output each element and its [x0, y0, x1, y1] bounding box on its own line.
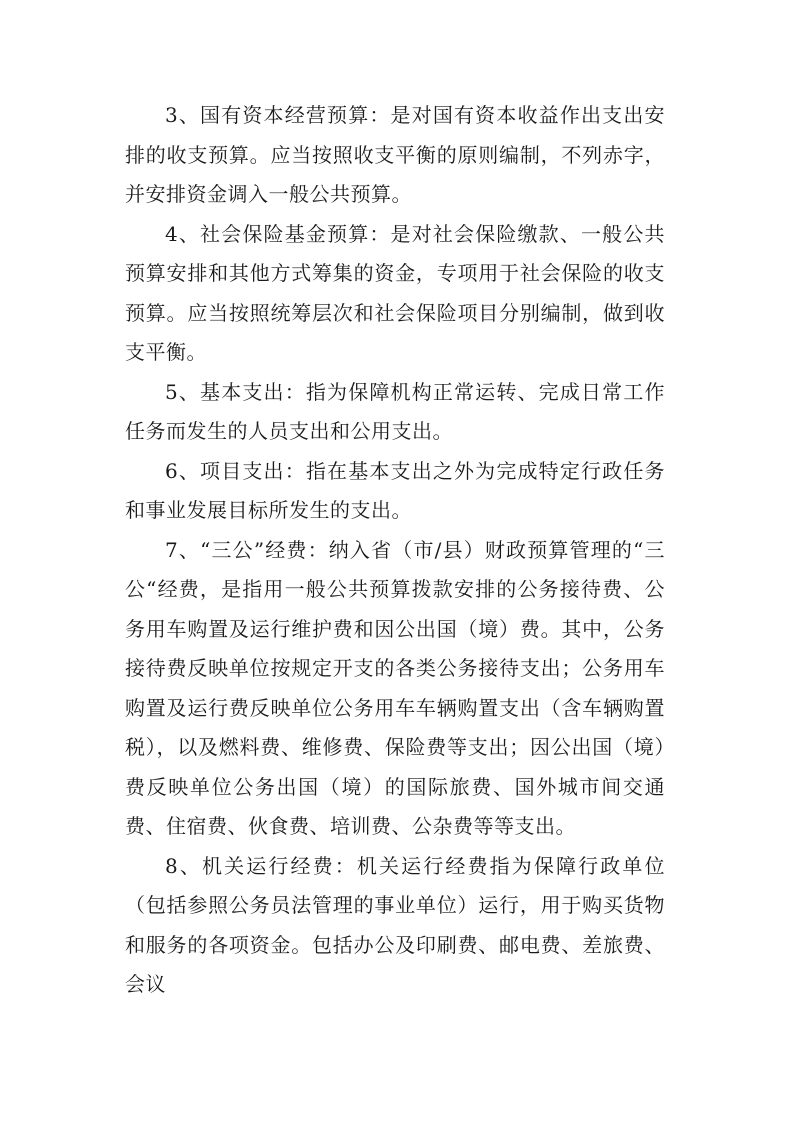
- paragraph-office-operating-expenses: 8、机关运行经费：机关运行经费指为保障行政单位（包括参照公务员法管理的事业单位）运行，用于购买货物和服务的各项资金。包括办公及印刷费、邮电费、差旅费、会议: [125, 853, 665, 996]
- paragraph-project-expenditure: 6、项目支出：指在基本支出之外为完成特定行政任务和事业发展目标所发生的支出。: [125, 458, 665, 522]
- paragraph-three-public-expenses: 7、“三公”经费：纳入省（市/县）财政预算管理的“三公“经费，是指用一般公共预算拨款安排的公务接待费、公务用车购置及运行维护费和因公出国（境）费。其中，公务接待费反映单位按规定开支的各类公务接待支出；公务用车购置及运行费反映单位公务用车车辆购置支出（含车辆购置税），以及燃料费、维修费、保险费等支出；因公出国（境）费反映单位公务出国（境）的国际旅费、国外城市间交通费、住宿费、伙食费、培训费、公杂费等等支出。: [125, 537, 665, 838]
- paragraph-basic-expenditure: 5、基本支出：指为保障机构正常运转、完成日常工作任务而发生的人员支出和公用支出。: [125, 379, 665, 443]
- paragraph-state-capital-budget: 3、国有资本经营预算：是对国有资本收益作出支出安排的收支预算。应当按照收支平衡的原则编制，不列赤字，并安排资金调入一般公共预算。: [125, 103, 665, 206]
- paragraph-social-insurance-budget: 4、社会保险基金预算：是对社会保险缴款、一般公共预算安排和其他方式筹集的资金，专项用于社会保险的收支预算。应当按照统筹层次和社会保险项目分别编制，做到收支平衡。: [125, 221, 665, 364]
- document-body: [125, 96, 665, 1005]
